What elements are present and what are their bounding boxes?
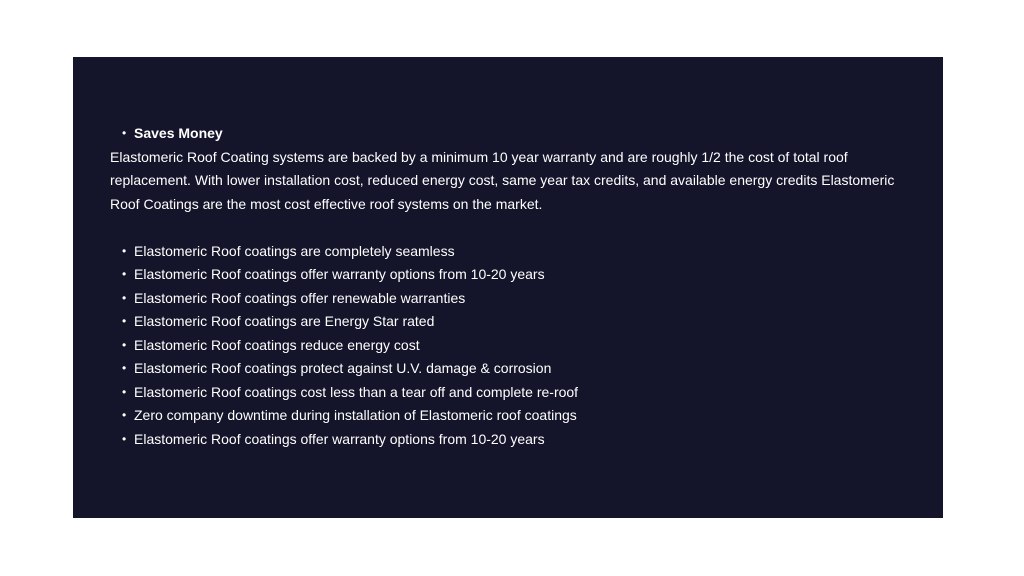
- list-item: [110, 287, 900, 311]
- list-item-text: Zero company downtime during installation of Elastomeric roof coatings: [134, 407, 577, 423]
- section-heading: Saves Money: [134, 125, 223, 141]
- section-heading-item: [110, 122, 900, 146]
- bullet-icon: •: [122, 243, 127, 258]
- spacer: [110, 216, 900, 240]
- list-item-text: Elastomeric Roof coatings offer warranty options from 10-20 years: [134, 430, 545, 447]
- list-item: [110, 263, 900, 287]
- bullet-icon: •: [122, 267, 127, 281]
- section-paragraph: Elastomeric Roof Coating systems are backed by a minimum 10 year warranty and are roughly 1/2 the cost of total roof replacement. With lower installation cost, reduced energy cost, same year tax credits, and available energy credits Elastomeric Roof Coatings are the most cost effective roof systems on the market.: [110, 148, 895, 212]
- list-item: [110, 240, 900, 264]
- feature-list: [110, 240, 900, 452]
- bullet-icon: •: [122, 408, 127, 422]
- bullet-icon: •: [122, 361, 127, 375]
- bullet-icon: •: [122, 384, 127, 399]
- list-item: [110, 310, 900, 334]
- bullet-icon: •: [122, 126, 127, 140]
- list-item-text: Elastomeric Roof coatings reduce energy cost: [134, 336, 420, 353]
- bullet-icon: •: [122, 431, 127, 446]
- content-panel: [73, 57, 943, 518]
- list-item-text: Elastomeric Roof coatings cost less than a tear off and complete re-roof: [134, 383, 579, 400]
- bullet-icon: •: [122, 290, 127, 305]
- list-item-text: Elastomeric Roof coatings offer renewable warranties: [134, 289, 466, 306]
- list-item-text: Elastomeric Roof coatings are completely seamless: [134, 242, 455, 259]
- list-item-text: Elastomeric Roof coatings protect against U.V. damage & corrosion: [134, 360, 552, 376]
- bullet-icon: •: [122, 314, 127, 328]
- list-item: [110, 404, 900, 428]
- list-item: [110, 334, 900, 358]
- list-item-text: Elastomeric Roof coatings offer warranty options from 10-20 years: [134, 266, 545, 282]
- bullet-icon: •: [122, 337, 127, 352]
- list-item: [110, 381, 900, 405]
- list-item-text: Elastomeric Roof coatings are Energy Star rated: [134, 313, 435, 329]
- list-item: [110, 357, 900, 381]
- list-item: [110, 428, 900, 452]
- content-body: [110, 122, 900, 451]
